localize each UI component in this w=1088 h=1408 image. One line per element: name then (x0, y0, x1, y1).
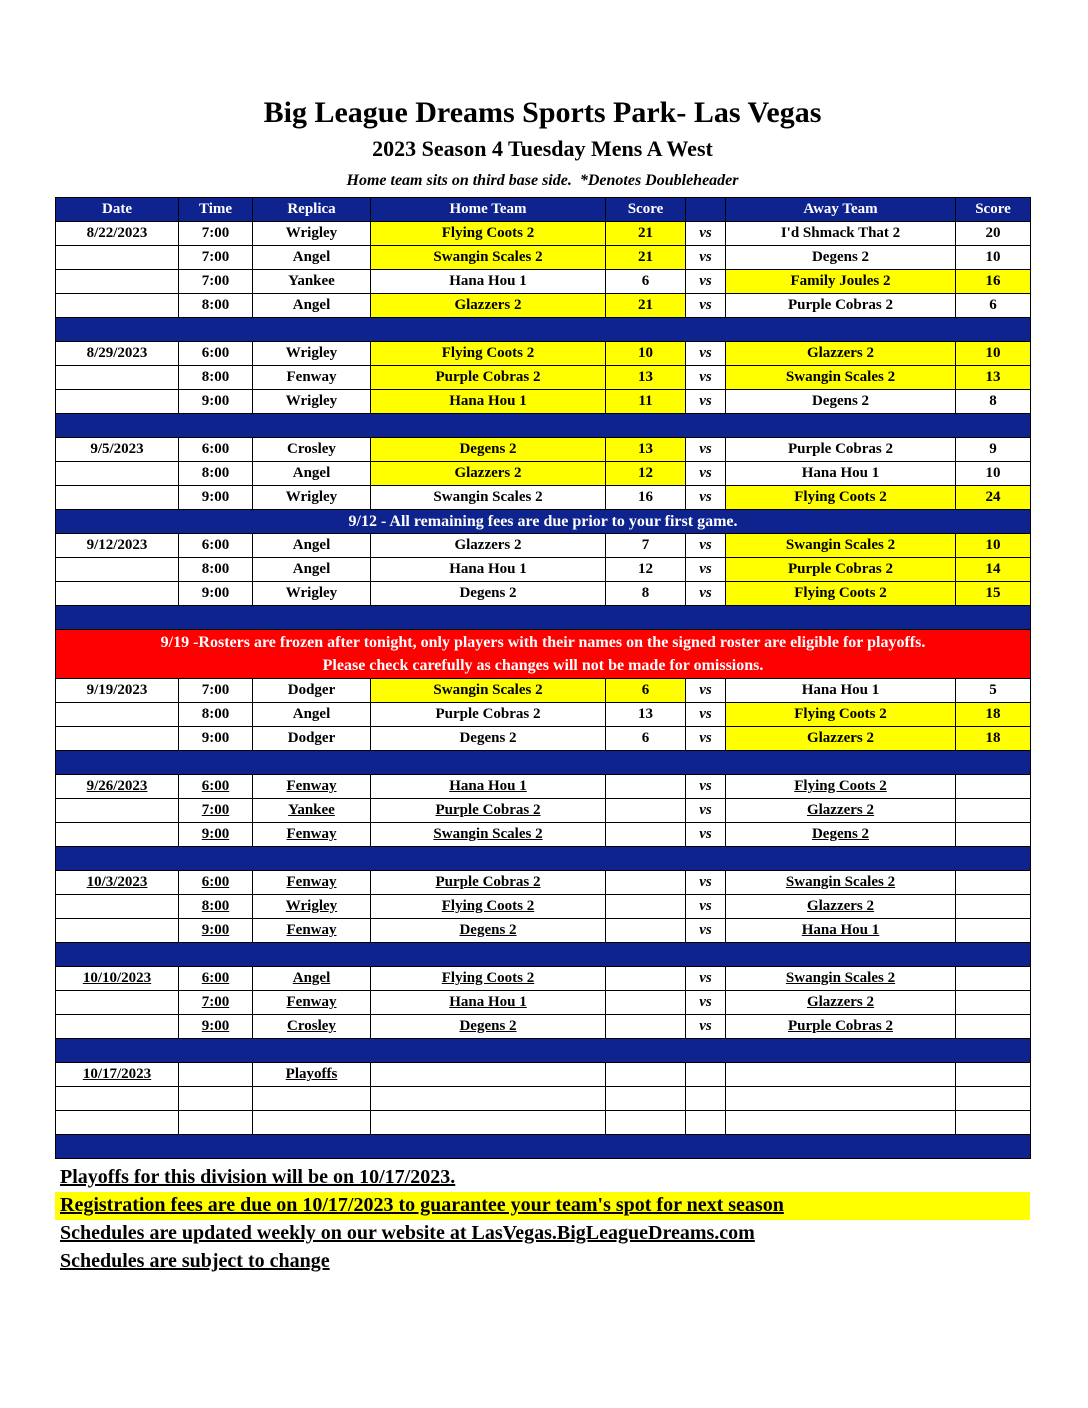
away-score-cell (956, 775, 1031, 799)
home-score-cell (606, 991, 686, 1015)
replica-cell: Crosley (253, 1015, 371, 1039)
vs-cell: vs (686, 967, 726, 991)
game-row (56, 294, 1031, 318)
replica-cell: Angel (253, 534, 371, 558)
vs-cell (686, 1063, 726, 1087)
away-score-cell: 6 (956, 294, 1031, 318)
home-team-cell: Degens 2 (371, 582, 606, 606)
away-score-cell (956, 823, 1031, 847)
home-team-cell: Degens 2 (371, 1015, 606, 1039)
date-cell: 10/10/2023 (56, 967, 179, 991)
column-header-away-score: Score (956, 198, 1031, 222)
vs-cell: vs (686, 222, 726, 246)
home-team-cell: Hana Hou 1 (371, 558, 606, 582)
separator-row (56, 1039, 1031, 1063)
date-cell (56, 823, 179, 847)
vs-cell: vs (686, 823, 726, 847)
time-cell (179, 1111, 253, 1135)
replica-cell: Wrigley (253, 486, 371, 510)
game-row (56, 1111, 1031, 1135)
replica-cell: Angel (253, 462, 371, 486)
date-cell: 8/22/2023 (56, 222, 179, 246)
separator-row (56, 847, 1031, 871)
vs-cell: vs (686, 462, 726, 486)
home-score-cell: 21 (606, 294, 686, 318)
game-row (56, 775, 1031, 799)
roster-freeze-banner (56, 630, 1031, 679)
away-score-cell: 10 (956, 342, 1031, 366)
vs-cell: vs (686, 486, 726, 510)
home-score-cell (606, 1015, 686, 1039)
date-cell (56, 1015, 179, 1039)
vs-cell (686, 1111, 726, 1135)
home-team-cell: Hana Hou 1 (371, 270, 606, 294)
away-team-cell (726, 1087, 956, 1111)
column-header-vs (686, 198, 726, 222)
away-score-cell (956, 967, 1031, 991)
separator-row (56, 1135, 1031, 1159)
separator-band (56, 318, 1031, 342)
away-score-cell (956, 1015, 1031, 1039)
separator-band (56, 943, 1031, 967)
time-cell: 6:00 (179, 534, 253, 558)
game-row (56, 1087, 1031, 1111)
away-team-cell: Hana Hou 1 (726, 919, 956, 943)
home-team-cell: Degens 2 (371, 438, 606, 462)
away-score-cell: 5 (956, 679, 1031, 703)
home-team-cell: Degens 2 (371, 919, 606, 943)
time-cell: 6:00 (179, 967, 253, 991)
time-cell: 7:00 (179, 222, 253, 246)
date-cell (56, 462, 179, 486)
home-team-cell: Flying Coots 2 (371, 222, 606, 246)
replica-cell: Dodger (253, 679, 371, 703)
replica-cell: Dodger (253, 727, 371, 751)
replica-cell (253, 1087, 371, 1111)
game-row (56, 871, 1031, 895)
date-cell (56, 246, 179, 270)
game-row (56, 991, 1031, 1015)
away-score-cell (956, 991, 1031, 1015)
home-team-cell: Purple Cobras 2 (371, 366, 606, 390)
time-cell: 8:00 (179, 462, 253, 486)
time-cell: 6:00 (179, 871, 253, 895)
away-team-cell: Purple Cobras 2 (726, 1015, 956, 1039)
date-cell (56, 703, 179, 727)
time-cell: 6:00 (179, 438, 253, 462)
separator-row (56, 943, 1031, 967)
banner-line: 9/19 -Rosters are frozen after tonight, only players with their names on the signed roster are eligible for playoffs. (160, 634, 926, 651)
game-row (56, 534, 1031, 558)
home-score-cell: 21 (606, 246, 686, 270)
replica-cell: Wrigley (253, 895, 371, 919)
game-row (56, 558, 1031, 582)
away-score-cell (956, 1063, 1031, 1087)
game-row (56, 246, 1031, 270)
separator-band (56, 414, 1031, 438)
banner-row (56, 630, 1031, 679)
away-score-cell: 10 (956, 246, 1031, 270)
time-cell: 9:00 (179, 823, 253, 847)
game-row (56, 967, 1031, 991)
time-cell (179, 1087, 253, 1111)
date-cell (56, 582, 179, 606)
away-score-cell (956, 895, 1031, 919)
away-team-cell: Degens 2 (726, 246, 956, 270)
home-score-cell: 12 (606, 462, 686, 486)
vs-cell: vs (686, 871, 726, 895)
vs-cell: vs (686, 1015, 726, 1039)
home-score-cell (606, 1087, 686, 1111)
time-cell: 9:00 (179, 486, 253, 510)
home-score-cell (606, 871, 686, 895)
home-score-cell: 12 (606, 558, 686, 582)
vs-cell: vs (686, 558, 726, 582)
column-header-time: Time (179, 198, 253, 222)
schedule-table (55, 197, 1031, 1159)
replica-cell (253, 1111, 371, 1135)
column-header-home-team: Home Team (371, 198, 606, 222)
replica-cell: Fenway (253, 366, 371, 390)
home-score-cell (606, 967, 686, 991)
away-team-cell: Flying Coots 2 (726, 486, 956, 510)
home-team-cell: Hana Hou 1 (371, 390, 606, 414)
replica-cell: Wrigley (253, 390, 371, 414)
vs-cell: vs (686, 390, 726, 414)
home-score-cell (606, 823, 686, 847)
away-team-cell: Swangin Scales 2 (726, 967, 956, 991)
home-score-cell: 21 (606, 222, 686, 246)
separator-band (56, 847, 1031, 871)
away-score-cell (956, 799, 1031, 823)
game-row (56, 342, 1031, 366)
away-team-cell: Family Joules 2 (726, 270, 956, 294)
game-row (56, 462, 1031, 486)
separator-band (56, 1039, 1031, 1063)
column-header-date: Date (56, 198, 179, 222)
home-team-cell: Swangin Scales 2 (371, 679, 606, 703)
date-cell: 9/12/2023 (56, 534, 179, 558)
away-team-cell: Degens 2 (726, 390, 956, 414)
time-cell: 8:00 (179, 558, 253, 582)
replica-cell: Angel (253, 967, 371, 991)
vs-cell: vs (686, 919, 726, 943)
game-row (56, 823, 1031, 847)
away-team-cell: Purple Cobras 2 (726, 294, 956, 318)
time-cell: 9:00 (179, 390, 253, 414)
away-score-cell: 10 (956, 462, 1031, 486)
home-team-cell: Purple Cobras 2 (371, 799, 606, 823)
game-row (56, 390, 1031, 414)
away-score-cell (956, 1087, 1031, 1111)
game-row (56, 919, 1031, 943)
away-team-cell: I'd Shmack That 2 (726, 222, 956, 246)
vs-cell: vs (686, 895, 726, 919)
game-row (56, 582, 1031, 606)
game-row (56, 366, 1031, 390)
date-cell (56, 727, 179, 751)
away-score-cell: 14 (956, 558, 1031, 582)
game-row (56, 1063, 1031, 1087)
away-team-cell: Glazzers 2 (726, 727, 956, 751)
home-score-cell: 7 (606, 534, 686, 558)
home-score-cell: 11 (606, 390, 686, 414)
game-row (56, 727, 1031, 751)
date-cell (56, 486, 179, 510)
separator-band (56, 1135, 1031, 1159)
home-team-cell: Flying Coots 2 (371, 895, 606, 919)
table-header-row (56, 198, 1031, 222)
home-score-cell: 16 (606, 486, 686, 510)
away-team-cell: Degens 2 (726, 823, 956, 847)
home-team-cell (371, 1111, 606, 1135)
away-team-cell: Swangin Scales 2 (726, 366, 956, 390)
away-score-cell: 8 (956, 390, 1031, 414)
banner-line: Please check carefully as changes will not be made for omissions. (322, 657, 764, 674)
away-score-cell (956, 1111, 1031, 1135)
vs-cell: vs (686, 342, 726, 366)
vs-cell: vs (686, 679, 726, 703)
replica-cell: Crosley (253, 438, 371, 462)
vs-cell: vs (686, 438, 726, 462)
time-cell: 7:00 (179, 679, 253, 703)
home-team-cell: Swangin Scales 2 (371, 823, 606, 847)
away-score-cell: 18 (956, 703, 1031, 727)
date-cell (56, 919, 179, 943)
home-score-cell: 13 (606, 366, 686, 390)
home-team-cell: Glazzers 2 (371, 294, 606, 318)
subject-to-change-note: Schedules are subject to change (60, 1250, 330, 1272)
game-row (56, 486, 1031, 510)
away-team-cell: Glazzers 2 (726, 799, 956, 823)
vs-cell: vs (686, 703, 726, 727)
away-score-cell: 16 (956, 270, 1031, 294)
separator-row (56, 414, 1031, 438)
home-score-cell: 6 (606, 679, 686, 703)
separator-row (56, 318, 1031, 342)
page-subtitle: 2023 Season 4 Tuesday Mens A West (372, 136, 713, 161)
away-team-cell: Purple Cobras 2 (726, 438, 956, 462)
replica-cell: Fenway (253, 823, 371, 847)
replica-cell: Angel (253, 703, 371, 727)
away-team-cell: Swangin Scales 2 (726, 534, 956, 558)
game-row (56, 679, 1031, 703)
home-team-cell: Glazzers 2 (371, 462, 606, 486)
home-team-cell: Hana Hou 1 (371, 775, 606, 799)
replica-cell: Wrigley (253, 222, 371, 246)
replica-cell: Angel (253, 294, 371, 318)
replica-cell: Angel (253, 246, 371, 270)
vs-cell: vs (686, 534, 726, 558)
separator-band (56, 751, 1031, 775)
time-cell: 7:00 (179, 799, 253, 823)
home-score-cell (606, 919, 686, 943)
separator-band (56, 606, 1031, 630)
home-score-cell (606, 799, 686, 823)
home-team-cell (371, 1087, 606, 1111)
time-cell: 6:00 (179, 775, 253, 799)
replica-cell: Fenway (253, 871, 371, 895)
away-team-cell: Flying Coots 2 (726, 703, 956, 727)
date-cell (56, 799, 179, 823)
game-row (56, 703, 1031, 727)
vs-cell: vs (686, 991, 726, 1015)
game-row (56, 270, 1031, 294)
date-cell (56, 1087, 179, 1111)
game-row (56, 895, 1031, 919)
date-cell: 8/29/2023 (56, 342, 179, 366)
home-team-cell: Glazzers 2 (371, 534, 606, 558)
home-team-cell: Flying Coots 2 (371, 342, 606, 366)
away-score-cell: 10 (956, 534, 1031, 558)
replica-cell: Wrigley (253, 342, 371, 366)
away-team-cell: Purple Cobras 2 (726, 558, 956, 582)
home-team-cell: Flying Coots 2 (371, 967, 606, 991)
separator-row (56, 606, 1031, 630)
away-team-cell: Glazzers 2 (726, 991, 956, 1015)
date-cell (56, 294, 179, 318)
date-cell: 9/5/2023 (56, 438, 179, 462)
page-title: Big League Dreams Sports Park- Las Vegas (263, 96, 822, 129)
home-score-cell: 8 (606, 582, 686, 606)
away-score-cell: 18 (956, 727, 1031, 751)
home-team-cell: Swangin Scales 2 (371, 486, 606, 510)
game-row (56, 799, 1031, 823)
home-team-cell (371, 1063, 606, 1087)
home-team-cell: Degens 2 (371, 727, 606, 751)
vs-cell: vs (686, 582, 726, 606)
vs-cell: vs (686, 799, 726, 823)
notice-row (56, 510, 1031, 534)
time-cell: 9:00 (179, 727, 253, 751)
away-score-cell: 15 (956, 582, 1031, 606)
date-cell: 9/26/2023 (56, 775, 179, 799)
time-cell: 8:00 (179, 366, 253, 390)
time-cell: 6:00 (179, 342, 253, 366)
column-header-away-team: Away Team (726, 198, 956, 222)
time-cell: 8:00 (179, 703, 253, 727)
home-team-cell: Swangin Scales 2 (371, 246, 606, 270)
game-row (56, 1015, 1031, 1039)
home-score-cell (606, 1111, 686, 1135)
registration-note: Registration fees are due on 10/17/2023 to guarantee your team's spot for next season (55, 1192, 1030, 1220)
away-score-cell: 9 (956, 438, 1031, 462)
date-cell (56, 270, 179, 294)
replica-cell: Yankee (253, 270, 371, 294)
away-score-cell (956, 871, 1031, 895)
footer (55, 1164, 1030, 1276)
game-row (56, 222, 1031, 246)
vs-cell: vs (686, 246, 726, 270)
column-header-replica: Replica (253, 198, 371, 222)
vs-cell: vs (686, 727, 726, 751)
replica-cell: Fenway (253, 775, 371, 799)
home-score-cell: 13 (606, 438, 686, 462)
home-score-cell (606, 895, 686, 919)
away-team-cell: Flying Coots 2 (726, 582, 956, 606)
date-cell (56, 1111, 179, 1135)
home-score-cell (606, 1063, 686, 1087)
replica-cell: Playoffs (253, 1063, 371, 1087)
away-team-cell (726, 1111, 956, 1135)
away-team-cell: Flying Coots 2 (726, 775, 956, 799)
time-cell: 8:00 (179, 895, 253, 919)
game-row (56, 438, 1031, 462)
home-team-cell: Hana Hou 1 (371, 991, 606, 1015)
home-team-cell: Purple Cobras 2 (371, 871, 606, 895)
away-score-cell (956, 919, 1031, 943)
time-cell: 7:00 (179, 991, 253, 1015)
fees-due-notice: 9/12 - All remaining fees are due prior to your first game. (56, 510, 1031, 534)
home-score-cell: 10 (606, 342, 686, 366)
vs-cell: vs (686, 294, 726, 318)
time-cell: 9:00 (179, 1015, 253, 1039)
vs-cell: vs (686, 270, 726, 294)
away-score-cell: 20 (956, 222, 1031, 246)
vs-cell: vs (686, 775, 726, 799)
replica-cell: Angel (253, 558, 371, 582)
home-score-cell (606, 775, 686, 799)
replica-cell: Fenway (253, 919, 371, 943)
vs-cell: vs (686, 366, 726, 390)
away-team-cell: Hana Hou 1 (726, 679, 956, 703)
playoffs-note: Playoffs for this division will be on 10/17/2023. (60, 1166, 456, 1188)
separator-row (56, 751, 1031, 775)
home-score-cell: 6 (606, 270, 686, 294)
date-cell: 10/3/2023 (56, 871, 179, 895)
time-cell: 9:00 (179, 582, 253, 606)
away-team-cell: Swangin Scales 2 (726, 871, 956, 895)
replica-cell: Wrigley (253, 582, 371, 606)
date-cell (56, 366, 179, 390)
home-team-note: Home team sits on third base side. *Denotes Doubleheader (346, 172, 739, 189)
date-cell: 9/19/2023 (56, 679, 179, 703)
home-score-cell: 13 (606, 703, 686, 727)
date-cell (56, 895, 179, 919)
replica-cell: Fenway (253, 991, 371, 1015)
time-cell (179, 1063, 253, 1087)
replica-cell: Yankee (253, 799, 371, 823)
away-score-cell: 24 (956, 486, 1031, 510)
date-cell (56, 390, 179, 414)
time-cell: 7:00 (179, 270, 253, 294)
away-team-cell: Glazzers 2 (726, 895, 956, 919)
away-team-cell (726, 1063, 956, 1087)
home-score-cell: 6 (606, 727, 686, 751)
time-cell: 7:00 (179, 246, 253, 270)
home-team-cell: Purple Cobras 2 (371, 703, 606, 727)
vs-cell (686, 1087, 726, 1111)
date-cell (56, 991, 179, 1015)
column-header-home-score: Score (606, 198, 686, 222)
away-score-cell: 13 (956, 366, 1031, 390)
away-team-cell: Hana Hou 1 (726, 462, 956, 486)
away-team-cell: Glazzers 2 (726, 342, 956, 366)
time-cell: 8:00 (179, 294, 253, 318)
website-note: Schedules are updated weekly on our website at LasVegas.BigLeagueDreams.com (60, 1222, 755, 1244)
time-cell: 9:00 (179, 919, 253, 943)
date-cell: 10/17/2023 (56, 1063, 179, 1087)
date-cell (56, 558, 179, 582)
